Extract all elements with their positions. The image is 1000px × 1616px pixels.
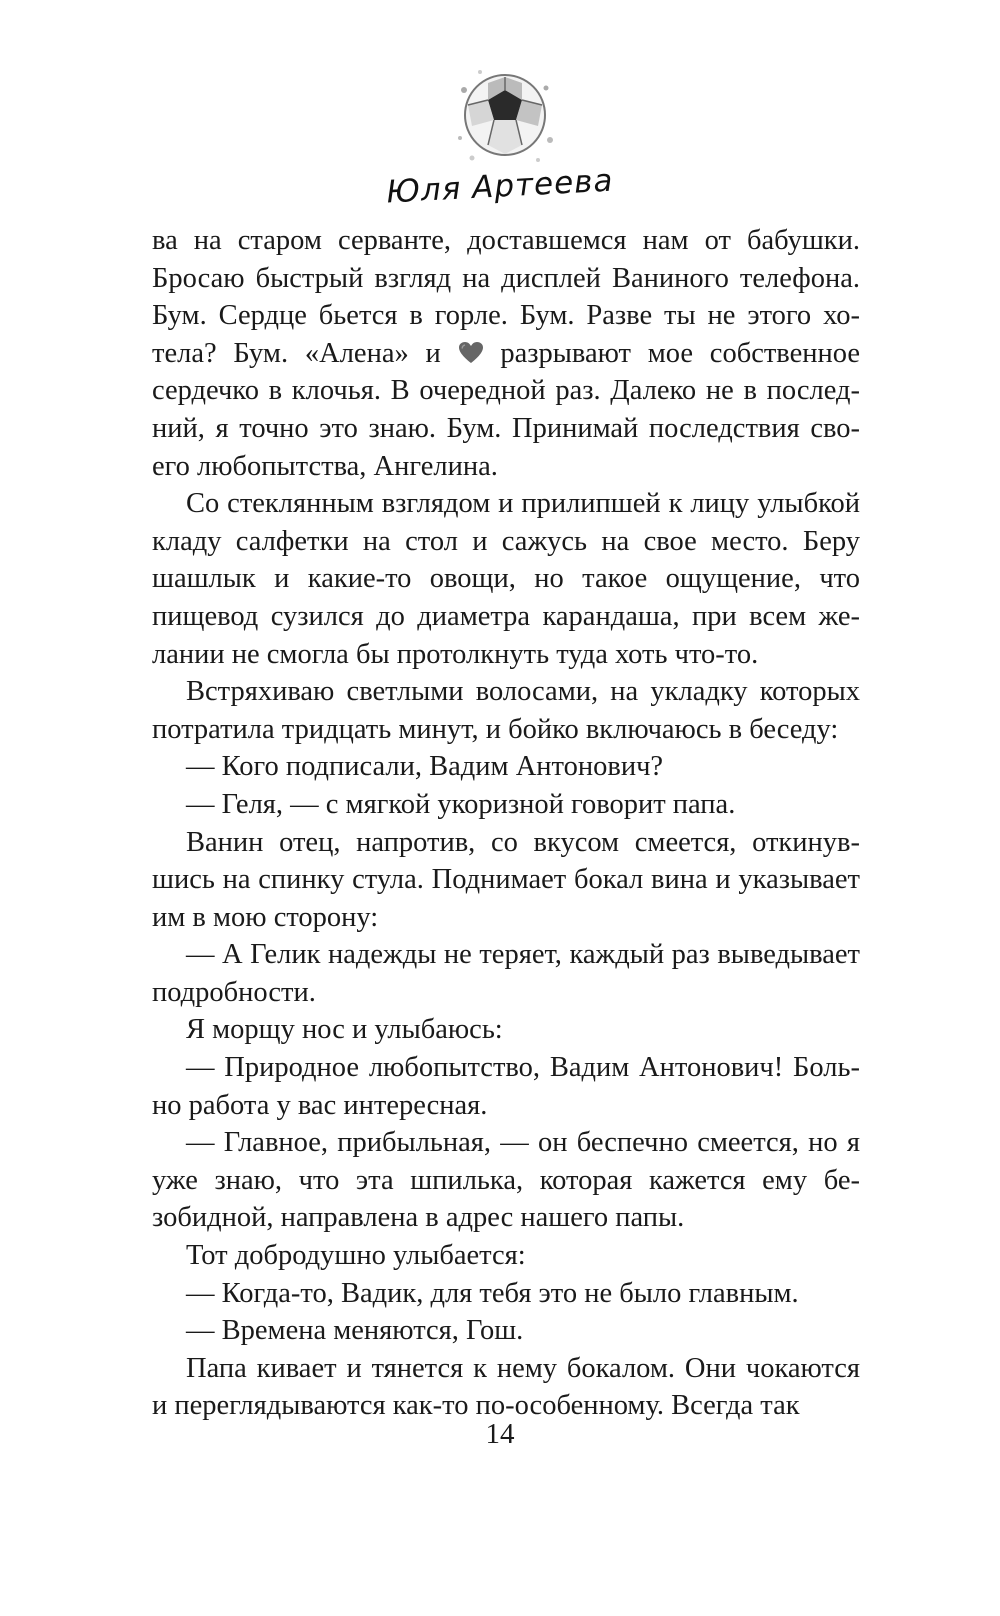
paragraph: Со стеклянным взглядом и прилипшей к лицу улыбкой кладу салфетки на стол и сажусь на свое место. Беру шашлык и какие-то овощи, но такое ощущение, что пищевод сузился до диаметра карандаша, при всем желании не смогла бы протолкнуть туда хоть что-то.: [152, 488, 860, 670]
paragraph: Встряхиваю светлыми волосами, на укладку которых потратила тридцать минут, и бойко включаюсь в беседу:: [152, 676, 860, 745]
paragraph: Тот добродушно улыбается:: [186, 1240, 526, 1272]
dialogue-line: — Главное, прибыльная, — он беспечно смеется, но я уже знаю, что эта шпилька, которая кажется ему безобидной, направлена в адрес нашего папы.: [152, 1127, 860, 1234]
body-text: [152, 222, 860, 1425]
dialogue-line: — Когда-то, Вадик, для тебя это не было главным.: [186, 1277, 799, 1309]
soccer-ball-icon: [450, 60, 560, 170]
dialogue-line: — Кого подписали, Вадим Антонович?: [186, 751, 664, 783]
paragraph: [152, 222, 860, 485]
paragraph: Папа кивает и тянется к нему бокалом. Они чокаются и переглядываются как-то по-особенному. Всегда так: [152, 1352, 860, 1422]
heart-icon: [458, 341, 484, 365]
running-head-author: Юля Артеева: [385, 162, 615, 211]
paragraph-part: ва на старом серванте, доставшемся нам от бабушки. Бросаю быстрый взгляд на дисплей Ваниного телефона. Бум. Сердце бьется в горле. Бум. Разве ты не этого хотела? Бум. «Алена» и: [152, 225, 860, 369]
page-header: [0, 40, 1000, 220]
dialogue-line: — Геля, — с мягкой укоризной говорит папа.: [186, 788, 736, 820]
dialogue-line: — Природное любопытство, Вадим Антонович! Больно работа у вас интересная.: [152, 1052, 860, 1121]
paragraph: Я морщу нос и улыбаюсь:: [186, 1014, 503, 1046]
paragraph: Ванин отец, напротив, со вкусом смеется, откинувшись на спинку стула. Поднимает бокал вина и указывает им в мою сторону:: [152, 826, 860, 933]
dialogue-line: — А Гелик надежды не теряет, каждый раз выведывает подробности.: [152, 939, 860, 1008]
page-number: 14: [485, 1418, 515, 1450]
paragraph-part: разрывают мое собственное сердечко в клочья. В очередной раз. Далеко не в последний, я точно это знаю. Бум. Принимай последствия своего любопытства, Ангелина.: [152, 337, 860, 482]
dialogue-line: — Времена меняются, Гош.: [186, 1315, 524, 1347]
